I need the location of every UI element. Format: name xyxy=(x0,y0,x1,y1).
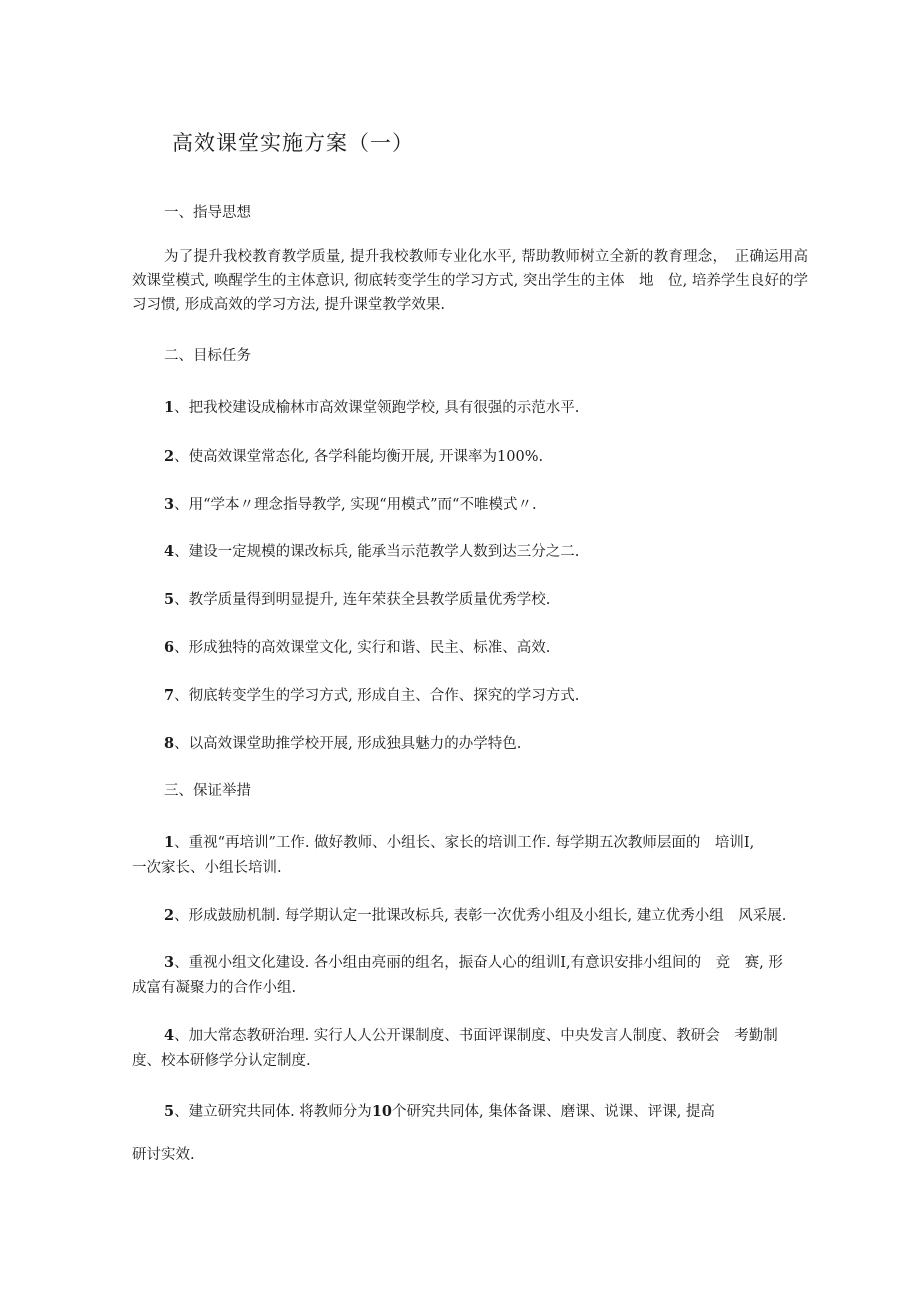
goal-item: 2、使高效课堂常态化, 各学科能均衡开展, 开课率为100%. xyxy=(164,448,544,465)
measure-item-line: 4、加大常态教研治理. 实行人人公开课制度、书面评课制度、中央发言人制度、教研会 考勤制 xyxy=(164,1027,778,1044)
section-heading-measures: 三、保证举措 xyxy=(164,783,251,799)
goal-item: 6、形成独特的高效课堂文化, 实行和谐、民主、标准、高效. xyxy=(164,639,551,656)
goal-item: 3、用“学本〃理念指导教学, 实现“用模式”而“不唯模式〃. xyxy=(164,496,537,513)
measure-item-line: 5、建立研究共同体. 将教师分为10个研究共同体, 集体备课、磨课、说课、评课, 提高 xyxy=(164,1103,715,1120)
measure-item-line: 研讨实效. xyxy=(132,1147,195,1163)
document-title: 高效课堂实施方案（一） xyxy=(172,131,414,155)
measure-item-line: 1、重视“再培训”工作. 做好教师、小组长、家长的培训工作. 每学期五次教师层面的 培训I, xyxy=(164,834,755,851)
goal-item: 5、教学质量得到明显提升, 连年荣获全县教学质量优秀学校. xyxy=(164,591,551,608)
measure-item-line: 一次家长、小组长培训. xyxy=(132,860,282,876)
section-heading-guiding-thought: 一、指导思想 xyxy=(164,205,251,221)
guiding-thought-paragraph: 为了提升我校教育教学质量, 提升我校教师专业化水平, 帮助教师树立全新的教育理念， 正确运用高效课堂模式, 唤醒学生的主体意识, 彻底转变学生的学习方式, 突出学生的主体 地 位, 培养学生良好的学习习惯, 形成高效的学习方法, 提升课堂教学效果. xyxy=(132,249,808,313)
section-heading-goals: 二、目标任务 xyxy=(164,348,251,364)
goal-item: 4、建设一定规模的课改标兵, 能承当示范教学人数到达三分之二. xyxy=(164,543,580,560)
measure-item-line: 2、形成鼓励机制. 每学期认定一批课改标兵, 表彰一次优秀小组及小组长, 建立优秀小组 风采展. xyxy=(164,907,787,924)
measure-item-line: 3、重视小组文化建设. 各小组由亮丽的组名，振奋人心的组训I,有意识安排小组间的 竞 赛, 形 xyxy=(164,954,783,971)
measure-item-line: 度、校本研修学分认定制度. xyxy=(132,1053,311,1069)
goal-item: 7、彻底转变学生的学习方式, 形成自主、合作、探究的学习方式. xyxy=(164,687,580,704)
goal-item: 1、把我校建设成榆林市高效课堂领跑学校, 具有很强的示范水平. xyxy=(164,399,580,416)
measure-item-line: 成富有凝聚力的合作小组. xyxy=(132,980,297,996)
goal-item: 8、以高效课堂助推学校开展, 形成独具魅力的办学特色. xyxy=(164,735,522,752)
